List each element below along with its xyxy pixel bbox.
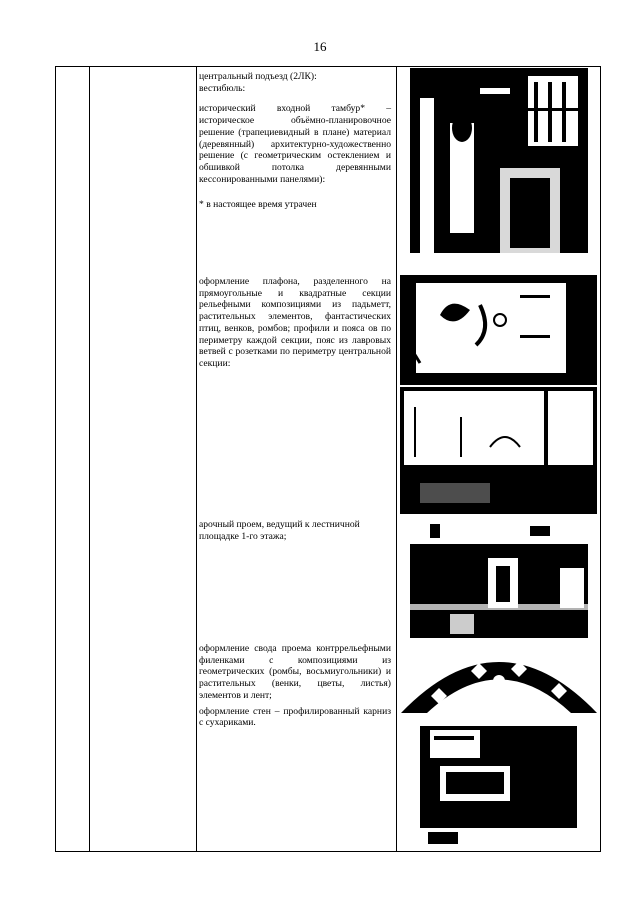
row-ceiling-text [199,276,391,370]
arch-photo [410,518,588,638]
ceiling-photo-2 [400,387,597,514]
page-number: 16 [313,39,327,54]
ceiling-description: оформление плафона, разделенного на прямоугольные и квадратные секции рельефными композициями из падьметт, растительных элементов, фантастических птиц, венков, ромбов; профили и пояса ов по периметру каждой секции, пояс из лавровых ветвей с розетками по периметру центральной секции: [199,276,391,369]
vestibule-heading: вестибюль: [199,82,246,94]
walls-description: оформление стен – профилированный карниз с сухариками. [199,705,391,729]
walls-photo [420,716,577,849]
column-divider-1 [89,67,90,851]
ceiling-photo-1 [400,275,597,385]
row-vault-text [199,643,391,729]
lost-footnote: * в настоящее время утрачен [199,199,317,211]
vault-description: оформление свода проема контррельефными филенками с композициями из геометрических (ромбы, восьмиугольники) и растительных (венки, цветы, листья) элементов и лент; [199,643,391,701]
arch-description: арочный проем, ведущий к лестничной площадке 1-го этажа; [199,519,360,542]
entrance-heading: центральный подъезд (2ЛК): [199,71,317,82]
vestibule-photo [410,68,588,267]
tambour-description: исторический входной тамбур* – историческое объёмно-планировочное решение (трапециевидный в плане) материал (деревянный) архитектурно-художественно решение (с геометрическим остеклением и обшивкой потолка деревянными кессонированными панелями): [199,103,391,185]
row-arch-text [199,519,391,542]
row-vestibule-text [199,71,391,211]
column-divider-3 [396,67,397,851]
column-divider-2 [196,67,197,851]
vault-photo [401,641,597,713]
